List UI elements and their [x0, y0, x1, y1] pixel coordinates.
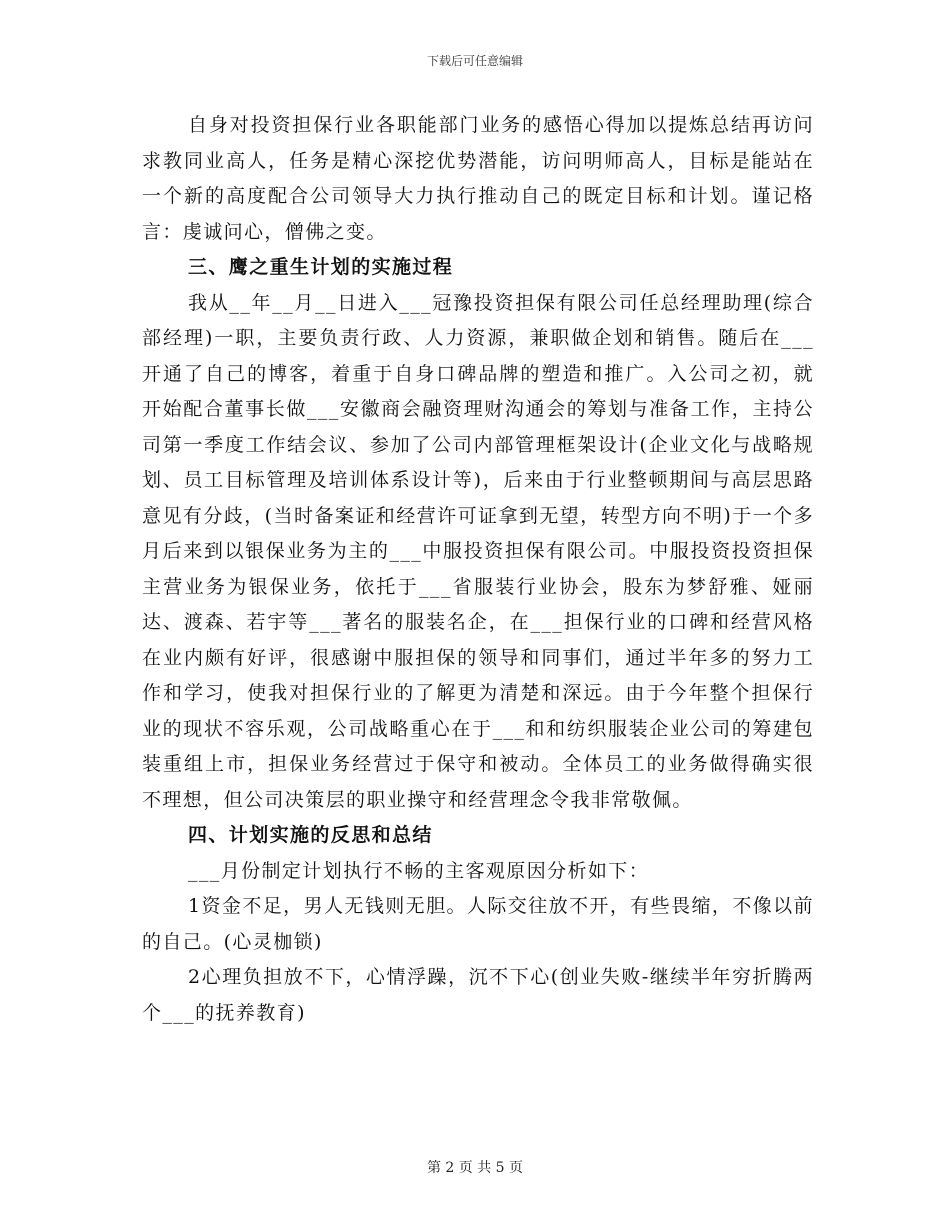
paragraph-analysis-intro: ___月份制定计划执行不畅的主客观原因分析如下： [188, 859, 650, 882]
section-heading-4: 四、计划实施的反思和总结 [188, 824, 433, 846]
section-heading-3: 三、鹰之重生计划的实施过程 [188, 256, 454, 278]
paragraph-implementation-process: 我从__年__月__日进入___冠豫投资担保有限公司任总经理助理(综合部经理)一职，主要负责行政、人力资源，兼职做企划和销售。随后在___开通了自己的博客，着重于自身口碑品牌的塑造和推广。入公司之初，就开始配合董事长做___安徽商会融资理财沟通会的筹划与准备工作，主持公司第一季度工作结会议、参加了公司内部管理框架设计(企业文化与战略规划、员工目标管理及培训体系设计等)，后来由于行业整顿期间与高层思路意见有分歧，(当时备案证和经营许可证拿到无望，转型方向不明)于一个多月后来到以银保业务为主的___中服投资担保有限公司。中服投资投资担保主营业务为银保业务，依托于___省服装行业协会，股东为梦舒雅、娅丽达、渡森、若宇等___著名的服装名企，在___担保行业的口碑和经营风格在业内颇有好评，很感谢中服担保的领导和同事们，通过半年多的努力工作和学习，使我对担保行业的了解更为清楚和深远。由于今年整个担保行业的现状不容乐观，公司战略重心在于___和和纺织服装企业公司的筹建包装重组上市，担保业务经营过于保守和被动。全体员工的业务做得确实很不理想，但公司决策层的职业操守和经营理念令我非常敬佩。 [142, 291, 814, 811]
paragraph-reason-2: 2心理负担放不下，心情浮躁，沉不下心(创业失败-继续半年穷折腾两个___的抚养教育) [142, 966, 814, 1024]
paragraph-intro-continuation: 自身对投资担保行业各职能部门业务的感悟心得加以提炼总结再访问求教同业高人，任务是精心深挖优势潜能，访问明师高人，目标是能站在一个新的高度配合公司领导大力执行推动自己的既定目标和计划。谨记格言：虔诚问心，僧佛之变。 [142, 114, 814, 243]
document-body [142, 108, 814, 1031]
page-header: 下载后可任意编辑 [426, 54, 523, 68]
paragraph-reason-1: 1资金不足，男人无钱则无胆。人际交往放不开，有些畏缩，不像以前的自己。(心灵枷锁) [142, 895, 814, 953]
page-number-footer: 第 2 页 共 5 页 [426, 1160, 524, 1176]
